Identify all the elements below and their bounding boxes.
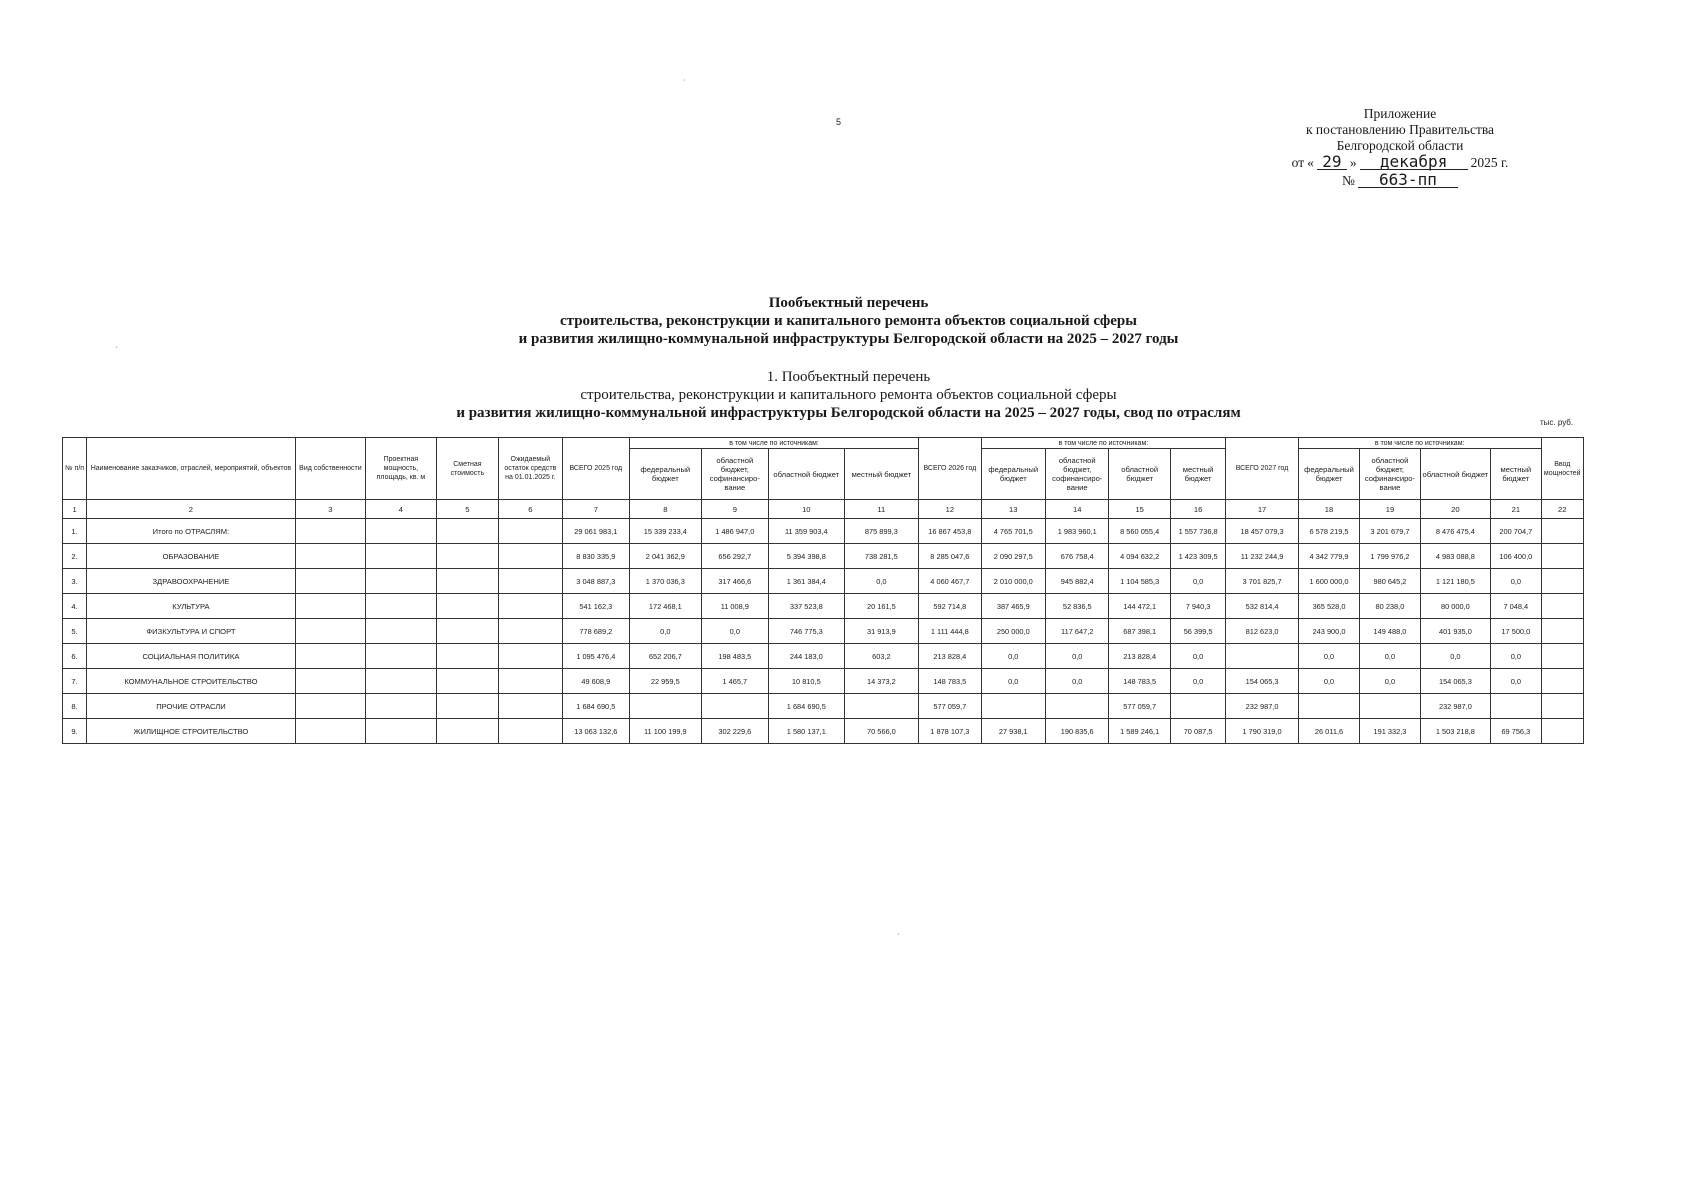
value-cell: 1 370 036,3: [630, 569, 702, 594]
value-cell: 13 063 132,6: [562, 719, 629, 744]
value-cell: 656 292,7: [701, 544, 768, 569]
table-row: [63, 594, 1584, 619]
row-number: 3.: [63, 569, 87, 594]
value-cell: [630, 694, 702, 719]
value-cell: 18 457 079,3: [1226, 519, 1299, 544]
value-cell: [1298, 694, 1359, 719]
column-number: 16: [1170, 500, 1225, 519]
date-year: 2025 г.: [1470, 155, 1509, 170]
value-cell: 0,0: [630, 619, 702, 644]
value-cell: 213 828,4: [919, 644, 981, 669]
header-ownership: Вид собственности: [295, 438, 366, 500]
value-cell: 14 373,2: [844, 669, 919, 694]
value-cell: 1 684 690,5: [769, 694, 845, 719]
value-cell: 1 589 246,1: [1109, 719, 1170, 744]
value-cell: 0,0: [1170, 569, 1225, 594]
column-number: 20: [1420, 500, 1491, 519]
empty-cell: [499, 544, 562, 569]
column-number: 11: [844, 500, 919, 519]
table-row: [63, 669, 1584, 694]
value-cell: 69 756,3: [1491, 719, 1541, 744]
value-cell: 4 060 467,7: [919, 569, 981, 594]
value-cell: 191 332,3: [1360, 719, 1420, 744]
empty-cell: [1541, 644, 1583, 669]
value-cell: 0,0: [1360, 669, 1420, 694]
value-cell: 5 394 398,8: [769, 544, 845, 569]
value-cell: 1 503 218,8: [1420, 719, 1491, 744]
row-number: 2.: [63, 544, 87, 569]
value-cell: 8 560 055,4: [1109, 519, 1170, 544]
empty-cell: [499, 719, 562, 744]
value-cell: 7 048,4: [1491, 594, 1541, 619]
value-cell: 232 987,0: [1226, 694, 1299, 719]
empty-cell: [436, 694, 498, 719]
empty-cell: [1541, 594, 1583, 619]
value-cell: 0,0: [1170, 644, 1225, 669]
value-cell: 11 232 244,9: [1226, 544, 1299, 569]
value-cell: 0,0: [1420, 644, 1491, 669]
value-cell: 4 342 779,9: [1298, 544, 1359, 569]
empty-cell: [295, 644, 366, 669]
units-label: тыс. руб.: [1540, 418, 1574, 427]
row-name: ФИЗКУЛЬТУРА И СПОРТ: [87, 619, 296, 644]
value-cell: 1 983 960,1: [1046, 519, 1109, 544]
empty-cell: [366, 519, 437, 544]
column-number: 3: [295, 500, 366, 519]
empty-cell: [436, 719, 498, 744]
value-cell: 0,0: [1298, 669, 1359, 694]
value-cell: 0,0: [1360, 644, 1420, 669]
value-cell: 148 783,5: [1109, 669, 1170, 694]
value-cell: 11 008,9: [701, 594, 768, 619]
section-title-line-2: строительства, реконструкции и капитального ремонта объектов социальной сферы: [580, 387, 1117, 403]
empty-cell: [1541, 544, 1583, 569]
value-cell: 250 000,0: [981, 619, 1045, 644]
row-number: 1.: [63, 519, 87, 544]
empty-cell: [366, 594, 437, 619]
header-regional-2025: областной бюджет: [769, 449, 845, 500]
value-cell: 1 486 947,0: [701, 519, 768, 544]
column-number: 8: [630, 500, 702, 519]
header-total-2025: ВСЕГО 2025 год: [562, 438, 629, 500]
appendix-line-3: Белгородской области: [1336, 138, 1464, 153]
value-cell: 198 483,5: [701, 644, 768, 669]
header-regional-cofin-2027: областной бюджет, софинансиро-вание: [1360, 449, 1420, 500]
column-number: 10: [769, 500, 845, 519]
value-cell: 1 361 384,4: [769, 569, 845, 594]
empty-cell: [499, 644, 562, 669]
value-cell: 2 041 362,9: [630, 544, 702, 569]
empty-cell: [366, 619, 437, 644]
row-number: 4.: [63, 594, 87, 619]
value-cell: 0,0: [1491, 644, 1541, 669]
value-cell: 1 121 180,5: [1420, 569, 1491, 594]
header-sources-2027: в том числе по источникам:: [1298, 438, 1541, 449]
value-cell: 70 566,0: [844, 719, 919, 744]
value-cell: 592 714,8: [919, 594, 981, 619]
value-cell: [1046, 694, 1109, 719]
value-cell: 31 913,9: [844, 619, 919, 644]
value-cell: 317 466,6: [701, 569, 768, 594]
value-cell: [1491, 694, 1541, 719]
empty-cell: [436, 669, 498, 694]
value-cell: 1 423 309,5: [1170, 544, 1225, 569]
column-number: 9: [701, 500, 768, 519]
scan-speck: ·: [897, 930, 900, 939]
value-cell: 15 339 233,4: [630, 519, 702, 544]
empty-cell: [366, 644, 437, 669]
value-cell: 52 836,5: [1046, 594, 1109, 619]
value-cell: 1 878 107,3: [919, 719, 981, 744]
main-title: [0, 294, 1697, 348]
value-cell: 3 201 679,7: [1360, 519, 1420, 544]
value-cell: 1 684 690,5: [562, 694, 629, 719]
empty-cell: [295, 569, 366, 594]
value-cell: 603,2: [844, 644, 919, 669]
value-cell: 3 701 825,7: [1226, 569, 1299, 594]
value-cell: 149 488,0: [1360, 619, 1420, 644]
value-cell: 29 061 983,1: [562, 519, 629, 544]
header-remaining: Ожидаемый остаток средств на 01.01.2025 г.: [499, 438, 562, 500]
value-cell: 0,0: [1170, 669, 1225, 694]
value-cell: 11 100 199,9: [630, 719, 702, 744]
value-cell: 27 938,1: [981, 719, 1045, 744]
row-number: 9.: [63, 719, 87, 744]
empty-cell: [499, 619, 562, 644]
appendix-line-2: к постановлению Правительства: [1305, 122, 1495, 137]
value-cell: 4 983 088,8: [1420, 544, 1491, 569]
value-cell: 687 398,1: [1109, 619, 1170, 644]
value-cell: 1 580 137,1: [769, 719, 845, 744]
value-cell: 401 935,0: [1420, 619, 1491, 644]
document-number: 663-пп: [1358, 172, 1458, 188]
value-cell: 577 059,7: [919, 694, 981, 719]
empty-cell: [295, 519, 366, 544]
table-row: [63, 694, 1584, 719]
appendix-block: [1270, 106, 1530, 189]
row-name: СОЦИАЛЬНАЯ ПОЛИТИКА: [87, 644, 296, 669]
column-number: 14: [1046, 500, 1109, 519]
header-capacity: Проектная мощность, площадь, кв. м: [366, 438, 437, 500]
row-name: Итого по ОТРАСЛЯМ:: [87, 519, 296, 544]
row-number: 7.: [63, 669, 87, 694]
value-cell: 244 183,0: [769, 644, 845, 669]
empty-cell: [295, 719, 366, 744]
value-cell: 337 523,8: [769, 594, 845, 619]
value-cell: [701, 694, 768, 719]
column-number: 19: [1360, 500, 1420, 519]
column-number: 6: [499, 500, 562, 519]
header-total-2027: ВСЕГО 2027 год: [1226, 438, 1299, 500]
empty-cell: [499, 519, 562, 544]
value-cell: 676 758,4: [1046, 544, 1109, 569]
value-cell: 2 090 297,5: [981, 544, 1045, 569]
table-row: [63, 719, 1584, 744]
column-number: 1: [63, 500, 87, 519]
table-row: [63, 569, 1584, 594]
header-regional-cofin-2025: областной бюджет, софинансиро-вание: [701, 449, 768, 500]
value-cell: 10 810,5: [769, 669, 845, 694]
header-local-2025: местный бюджет: [844, 449, 919, 500]
date-prefix: от: [1291, 155, 1305, 170]
value-cell: 1 095 476,4: [562, 644, 629, 669]
table-row: [63, 519, 1584, 544]
value-cell: 577 059,7: [1109, 694, 1170, 719]
value-cell: 0,0: [981, 644, 1045, 669]
value-cell: 1 790 319,0: [1226, 719, 1299, 744]
main-title-line-2: строительства, реконструкции и капитального ремонта объектов социальной сферы: [559, 313, 1137, 329]
main-title-line-3: и развития жилищно-коммунальной инфраструктуры Белгородской области на 2025 – 2027 годы: [518, 331, 1179, 347]
row-name: КОММУНАЛЬНОЕ СТРОИТЕЛЬСТВО: [87, 669, 296, 694]
value-cell: [1360, 694, 1420, 719]
table-body: [63, 519, 1584, 744]
value-cell: 1 600 000,0: [1298, 569, 1359, 594]
empty-cell: [1541, 669, 1583, 694]
value-cell: 302 229,6: [701, 719, 768, 744]
header-federal-2026: федеральный бюджет: [981, 449, 1045, 500]
table-row: [63, 644, 1584, 669]
empty-cell: [366, 544, 437, 569]
empty-cell: [295, 594, 366, 619]
main-title-line-1: Пообъектный перечень: [768, 295, 929, 311]
value-cell: 8 285 047,6: [919, 544, 981, 569]
row-name: ЗДРАВООХРАНЕНИЕ: [87, 569, 296, 594]
value-cell: 70 087,5: [1170, 719, 1225, 744]
empty-cell: [436, 544, 498, 569]
row-name: ПРОЧИЕ ОТРАСЛИ: [87, 694, 296, 719]
header-federal-2025: федеральный бюджет: [630, 449, 702, 500]
appendix-number: [1270, 172, 1530, 189]
empty-cell: [295, 619, 366, 644]
value-cell: 0,0: [701, 619, 768, 644]
appendix-date: [1270, 154, 1530, 171]
empty-cell: [295, 694, 366, 719]
value-cell: 190 835,6: [1046, 719, 1109, 744]
empty-cell: [1541, 569, 1583, 594]
section-title: [0, 368, 1697, 422]
column-number: 7: [562, 500, 629, 519]
empty-cell: [366, 669, 437, 694]
header-total-2026: ВСЕГО 2026 год: [919, 438, 981, 500]
value-cell: 11 359 903,4: [769, 519, 845, 544]
header-regional-cofin-2026: областной бюджет, софинансиро-вание: [1046, 449, 1109, 500]
empty-cell: [499, 694, 562, 719]
value-cell: 232 987,0: [1420, 694, 1491, 719]
empty-cell: [366, 569, 437, 594]
empty-cell: [436, 594, 498, 619]
empty-cell: [1541, 619, 1583, 644]
date-month: декабря: [1360, 154, 1468, 170]
row-number: 8.: [63, 694, 87, 719]
date-day: 29: [1317, 154, 1347, 170]
value-cell: 49 608,9: [562, 669, 629, 694]
value-cell: 0,0: [1491, 669, 1541, 694]
value-cell: 0,0: [1298, 644, 1359, 669]
empty-cell: [436, 569, 498, 594]
column-number: 22: [1541, 500, 1583, 519]
empty-cell: [436, 619, 498, 644]
table-row: [63, 619, 1584, 644]
value-cell: 1 465,7: [701, 669, 768, 694]
value-cell: 117 647,2: [1046, 619, 1109, 644]
value-cell: 541 162,3: [562, 594, 629, 619]
value-cell: 945 882,4: [1046, 569, 1109, 594]
value-cell: 778 689,2: [562, 619, 629, 644]
header-sources-2026: в том числе по источникам:: [981, 438, 1226, 449]
value-cell: 144 472,1: [1109, 594, 1170, 619]
appendix-line-1: Приложение: [1363, 106, 1437, 121]
value-cell: 1 799 976,2: [1360, 544, 1420, 569]
value-cell: 1 557 736,8: [1170, 519, 1225, 544]
table-row: [63, 544, 1584, 569]
header-name: Наименование заказчиков, отраслей, мероприятий, объектов: [87, 438, 296, 500]
value-cell: [981, 694, 1045, 719]
value-cell: 4 765 701,5: [981, 519, 1045, 544]
column-number: 2: [87, 500, 296, 519]
value-cell: [844, 694, 919, 719]
column-number: 4: [366, 500, 437, 519]
column-number: 18: [1298, 500, 1359, 519]
quote-open: «: [1307, 155, 1314, 170]
summary-table: [62, 437, 1584, 744]
value-cell: 148 783,5: [919, 669, 981, 694]
empty-cell: [295, 544, 366, 569]
value-cell: 20 161,5: [844, 594, 919, 619]
value-cell: 26 011,6: [1298, 719, 1359, 744]
value-cell: 1 111 444,8: [919, 619, 981, 644]
value-cell: 2 010 000,0: [981, 569, 1045, 594]
value-cell: 154 065,3: [1420, 669, 1491, 694]
value-cell: 154 065,3: [1226, 669, 1299, 694]
value-cell: 80 238,0: [1360, 594, 1420, 619]
value-cell: 56 399,5: [1170, 619, 1225, 644]
header-local-2026: местный бюджет: [1170, 449, 1225, 500]
scan-speck: ·: [683, 76, 686, 85]
header-local-2027: местный бюджет: [1491, 449, 1541, 500]
row-number: 6.: [63, 644, 87, 669]
value-cell: 980 645,2: [1360, 569, 1420, 594]
value-cell: 0,0: [981, 669, 1045, 694]
empty-cell: [295, 669, 366, 694]
section-title-line-1: 1. Пообъектный перечень: [766, 369, 931, 385]
value-cell: [1226, 644, 1299, 669]
column-numbers-row: [63, 500, 1584, 519]
value-cell: 0,0: [844, 569, 919, 594]
value-cell: 875 899,3: [844, 519, 919, 544]
empty-cell: [436, 644, 498, 669]
header-capacity-input: Ввод мощностей: [1541, 438, 1583, 500]
row-name: КУЛЬТУРА: [87, 594, 296, 619]
scan-speck: ·: [115, 343, 118, 352]
empty-cell: [1541, 519, 1583, 544]
value-cell: 812 623,0: [1226, 619, 1299, 644]
value-cell: 6 578 219,5: [1298, 519, 1359, 544]
header-regional-2026: областной бюджет: [1109, 449, 1170, 500]
empty-cell: [436, 519, 498, 544]
empty-cell: [499, 569, 562, 594]
value-cell: 172 468,1: [630, 594, 702, 619]
value-cell: 387 465,9: [981, 594, 1045, 619]
empty-cell: [1541, 694, 1583, 719]
value-cell: 200 704,7: [1491, 519, 1541, 544]
value-cell: 213 828,4: [1109, 644, 1170, 669]
value-cell: 0,0: [1046, 669, 1109, 694]
header-estimated-cost: Сметная стоимость: [436, 438, 498, 500]
row-name: ЖИЛИЩНОЕ СТРОИТЕЛЬСТВО: [87, 719, 296, 744]
empty-cell: [1541, 719, 1583, 744]
column-number: 12: [919, 500, 981, 519]
column-number: 13: [981, 500, 1045, 519]
header-regional-2027: областной бюджет: [1420, 449, 1491, 500]
row-number: 5.: [63, 619, 87, 644]
value-cell: 1 104 585,3: [1109, 569, 1170, 594]
section-title-line-3: и развития жилищно-коммунальной инфраструктуры Белгородской области на 2025 – 2027 годы, свод по отраслям: [456, 405, 1241, 421]
value-cell: 7 940,3: [1170, 594, 1225, 619]
value-cell: 3 048 887,3: [562, 569, 629, 594]
empty-cell: [366, 694, 437, 719]
value-cell: 4 094 632,2: [1109, 544, 1170, 569]
empty-cell: [499, 669, 562, 694]
value-cell: 80 000,0: [1420, 594, 1491, 619]
empty-cell: [499, 594, 562, 619]
value-cell: 532 814,4: [1226, 594, 1299, 619]
value-cell: 22 959,5: [630, 669, 702, 694]
value-cell: 8 476 475,4: [1420, 519, 1491, 544]
row-name: ОБРАЗОВАНИЕ: [87, 544, 296, 569]
value-cell: 0,0: [1046, 644, 1109, 669]
header-federal-2027: федеральный бюджет: [1298, 449, 1359, 500]
value-cell: 746 775,3: [769, 619, 845, 644]
value-cell: 106 400,0: [1491, 544, 1541, 569]
column-number: 15: [1109, 500, 1170, 519]
value-cell: 8 830 335,9: [562, 544, 629, 569]
value-cell: 365 528,0: [1298, 594, 1359, 619]
header-sources-2025: в том числе по источникам:: [630, 438, 919, 449]
header-num: № п/п: [63, 438, 87, 500]
quote-close: »: [1349, 155, 1357, 170]
value-cell: 738 281,5: [844, 544, 919, 569]
column-number: 5: [436, 500, 498, 519]
page-number: 5: [836, 117, 842, 127]
number-prefix: №: [1342, 173, 1355, 188]
value-cell: 16 867 453,8: [919, 519, 981, 544]
value-cell: 0,0: [1491, 569, 1541, 594]
value-cell: 17 500,0: [1491, 619, 1541, 644]
column-number: 21: [1491, 500, 1541, 519]
value-cell: [1170, 694, 1225, 719]
value-cell: 652 206,7: [630, 644, 702, 669]
column-number: 17: [1226, 500, 1299, 519]
value-cell: 243 900,0: [1298, 619, 1359, 644]
empty-cell: [366, 719, 437, 744]
